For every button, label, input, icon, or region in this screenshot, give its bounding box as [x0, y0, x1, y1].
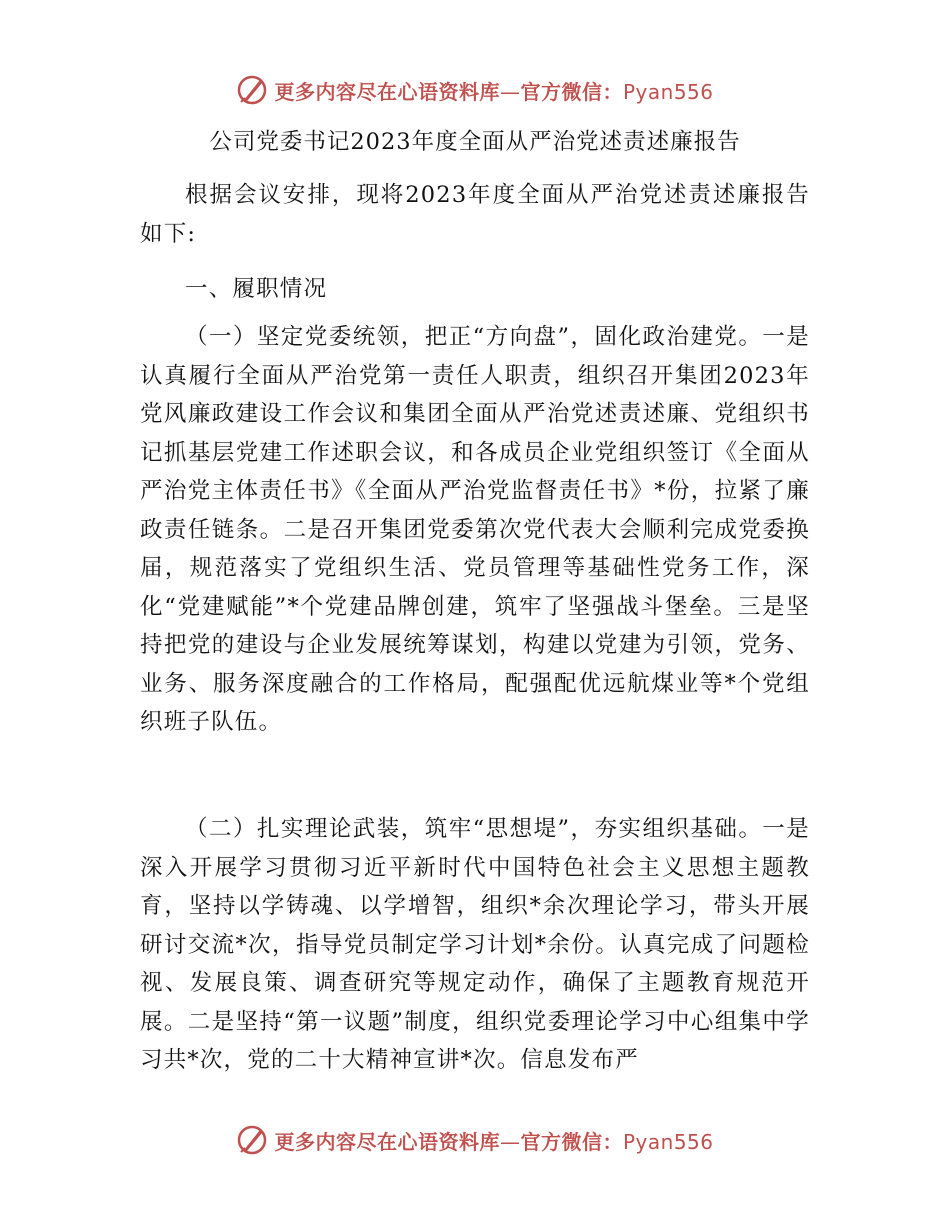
intro-paragraph: 根据会议安排，现将2023年度全面从严治党述责述廉报告如下:: [140, 182, 810, 247]
quill-pen-icon: [236, 74, 268, 106]
watermark-text: [274, 76, 713, 105]
body-paragraph-one: （一）坚定党委统领，把正“方向盘”，固化政治建党。一是认真履行全面从严治党第一责任人职责，组织召开集团2023年党风廉政建设工作会议和集团全面从严治党述责述廉、党组织书记抓基层党建工作述职会议，和各成员企业党组织签订《全面从严治党主体责任书》《全面从严治党监督责任书》*份，拉紧了廉政责任链条。二是召开集团党委第次党代表大会顺利完成党委换届，规范落实了党组织生活、党员管理等基础性党务工作，深化“党建赋能”*个党建品牌创建，筑牢了坚强战斗堡垒。三是坚持把党的建设与企业发展统筹谋划，构建以党建为引领，党务、业务、服务深度融合的工作格局，配强配优远航煤业等*个党组织班子队伍。: [140, 324, 810, 735]
body-paragraph-two: （二）扎实理论武装，筑牢“思想堤”，夯实组织基础。一是深入开展学习贯彻习近平新时代中国特色社会主义思想主题教育，坚持以学铸魂、以学增智，组织*余次理论学习，带头开展研讨交流*次，指导党员制定学习计划*余份。认真完成了问题检视、发展良策、调查研究等规定动作，确保了主题教育规范开展。二是坚持“第一议题”制度，组织党委理论学习中心组集中学习共*次，党的二十大精神宣讲*次。信息发布严: [140, 816, 810, 1073]
watermark-footer: [0, 1122, 950, 1158]
watermark-official-label: 官方微信：: [520, 1129, 623, 1154]
watermark-text: [274, 1126, 713, 1155]
watermark-wechat-id: Pyan556: [622, 79, 714, 104]
watermark-header: [0, 72, 950, 108]
watermark-separator: —: [499, 1129, 521, 1154]
watermark-cn-text: 更多内容尽在心语资料库: [274, 1129, 500, 1154]
watermark-official-label: 官方微信：: [520, 79, 623, 104]
section-heading: 一、履职情况: [185, 276, 328, 302]
watermark-cn-text: 更多内容尽在心语资料库: [274, 79, 500, 104]
quill-pen-icon: [236, 1124, 268, 1156]
watermark-separator: —: [499, 79, 521, 104]
watermark-wechat-id: Pyan556: [622, 1129, 714, 1154]
page-title: 公司党委书记2023年度全面从严治党述责述廉报告: [209, 129, 741, 155]
